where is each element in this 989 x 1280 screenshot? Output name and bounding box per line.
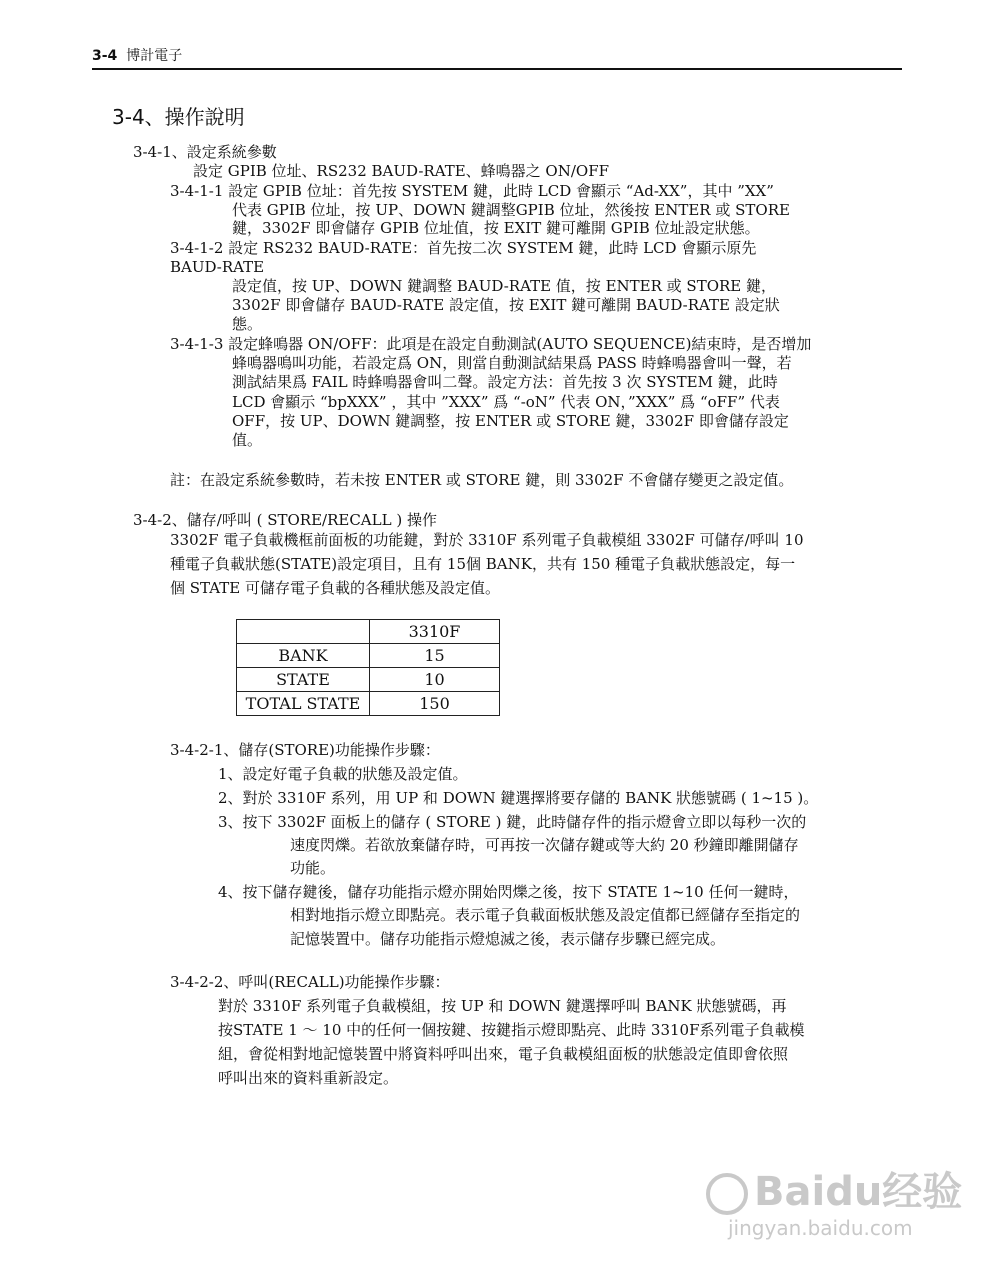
watermark-url: jingyan.baidu.com <box>728 1216 913 1240</box>
store-step: 記憶裝置中。儲存功能指示燈熄滅之後，表示儲存步驟已經完成。 <box>290 930 726 948</box>
table-cell: BANK <box>237 644 370 668</box>
store-step: 功能。 <box>290 859 336 877</box>
note: 註：在設定系統參數時，若未按 ENTER 或 STORE 鍵，則 3302F 不會儲存變更之設定值。 <box>170 471 794 489</box>
subsection-subtitle: 設定 GPIB 位址、RS232 BAUD-RATE、蜂鳴器之 ON/OFF <box>193 162 610 180</box>
header-rule <box>92 68 902 70</box>
item-3412-line: BAUD-RATE <box>170 258 265 276</box>
subsection-title-341: 3-4-1、設定系統參數 <box>133 143 277 161</box>
item-3411-line: 3-4-1-1 設定 GPIB 位址：首先按 SYSTEM 鍵，此時 LCD 會顯示 “Ad-XX”，其中 ”XX” <box>170 182 774 200</box>
item-3412-line: 3302F 即會儲存 BAUD-RATE 設定值，按 EXIT 鍵可離開 BAUD-RATE 設定狀 <box>232 296 780 314</box>
bank-state-table <box>236 619 500 716</box>
paw-icon <box>706 1173 748 1215</box>
item-3413-line: 3-4-1-3 設定蜂鳴器 ON/OFF：此項是在設定自動測試(AUTO SEQUENCE)結束時，是否增加 <box>170 335 812 353</box>
table-cell: TOTAL STATE <box>237 692 370 716</box>
item-3413-line: OFF，按 UP、DOWN 鍵調整，按 ENTER 或 STORE 鍵，3302F 即會儲存設定 <box>232 412 789 430</box>
store-step: 4、按下儲存鍵後，儲存功能指示燈亦開始閃爍之後，按下 STATE 1~10 任何一鍵時， <box>218 883 799 901</box>
store-step: 3、按下 3302F 面板上的儲存 ( STORE ) 鍵，此時儲存件的指示燈會立即以每秒一次的 <box>218 813 807 831</box>
paragraph-line: 個 STATE 可儲存電子負載的各種狀態及設定值。 <box>170 579 500 597</box>
table-cell: STATE <box>237 668 370 692</box>
subsection-title-342: 3-4-2、儲存/呼叫 ( STORE/RECALL ) 操作 <box>133 511 437 529</box>
table-header-cell <box>237 620 370 644</box>
paragraph-line: 種電子負載狀態(STATE)設定項目，且有 15個 BANK，共有 150 種電子負載狀態設定，每一 <box>170 555 796 573</box>
item-3411-line: 鍵，3302F 即會儲存 GPIB 位址值，按 EXIT 鍵可離開 GPIB 位址設定狀態。 <box>232 219 760 237</box>
item-3413-line: 測試結果爲 FAIL 時蜂鳴器會叫二聲。設定方法：首先按 3 次 SYSTEM 鍵，此時 <box>232 373 778 391</box>
recall-line: 按STATE 1 ～ 10 中的任何一個按鍵、按鍵指示燈即點亮、此時 3310F系列電子負載模 <box>218 1021 805 1039</box>
table-header-row <box>237 620 500 644</box>
table-row <box>237 668 500 692</box>
page-number: 3-4 <box>92 48 118 64</box>
table-header-cell: 3310F <box>370 620 500 644</box>
item-3413-line: 值。 <box>232 431 263 449</box>
table-cell: 15 <box>370 644 500 668</box>
paragraph-line: 3302F 電子負載機框前面板的功能鍵，對於 3310F 系列電子負載模組 3302F 可儲存/呼叫 10 <box>170 531 804 549</box>
section-title: 3-4、操作說明 <box>112 105 245 129</box>
recall-line: 對於 3310F 系列電子負載模組，按 UP 和 DOWN 鍵選擇呼叫 BANK 狀態號碼，再 <box>218 997 787 1015</box>
running-header <box>92 47 182 65</box>
table-row <box>237 692 500 716</box>
store-step: 相對地指示燈立即點亮。表示電子負載面板狀態及設定值都已經儲存至指定的 <box>290 906 801 924</box>
recall-line: 組，會從相對地記憶裝置中將資料呼叫出來，電子負載模組面板的狀態設定值即會依照 <box>218 1045 789 1063</box>
item-3413-line: LCD 會顯示 “bpXXX” ，其中 ”XXX” 爲 “-oN” 代表 ON，”XXX” 爲 “oFF” 代表 <box>232 393 780 411</box>
book-title: 博計電子 <box>126 48 183 64</box>
store-steps-title: 3-4-2-1、儲存(STORE)功能操作步驟： <box>170 741 440 759</box>
table-cell: 150 <box>370 692 500 716</box>
item-3412-line: 態。 <box>232 315 263 333</box>
store-step: 2、對於 3310F 系列，用 UP 和 DOWN 鍵選擇將要存儲的 BANK 狀態號碼 ( 1~15 )。 <box>218 789 819 807</box>
table-cell: 10 <box>370 668 500 692</box>
store-step: 速度閃爍。若欲放棄儲存時，可再按一次儲存鍵或等大約 20 秒鐘即離開儲存 <box>290 836 799 854</box>
item-3411-line: 代表 GPIB 位址，按 UP、DOWN 鍵調整GPIB 位址，然後按 ENTER 或 STORE <box>232 201 790 219</box>
table-row <box>237 644 500 668</box>
store-step: 1、設定好電子負載的狀態及設定值。 <box>218 765 468 783</box>
item-3412-line: 3-4-1-2 設定 RS232 BAUD-RATE：首先按二次 SYSTEM 鍵，此時 LCD 會顯示原先 <box>170 239 757 257</box>
recall-steps-title: 3-4-2-2、呼叫(RECALL)功能操作步驟： <box>170 973 450 991</box>
item-3413-line: 蜂鳴器鳴叫功能，若設定爲 ON，則當自動測試結果爲 PASS 時蜂鳴器會叫一聲，若 <box>232 354 792 372</box>
item-3412-line: 設定值，按 UP、DOWN 鍵調整 BAUD-RATE 值，按 ENTER 或 STORE 鍵， <box>232 277 777 295</box>
watermark-brand: Baidu经验 <box>706 1160 962 1217</box>
recall-line: 呼叫出來的資料重新設定。 <box>218 1069 399 1087</box>
